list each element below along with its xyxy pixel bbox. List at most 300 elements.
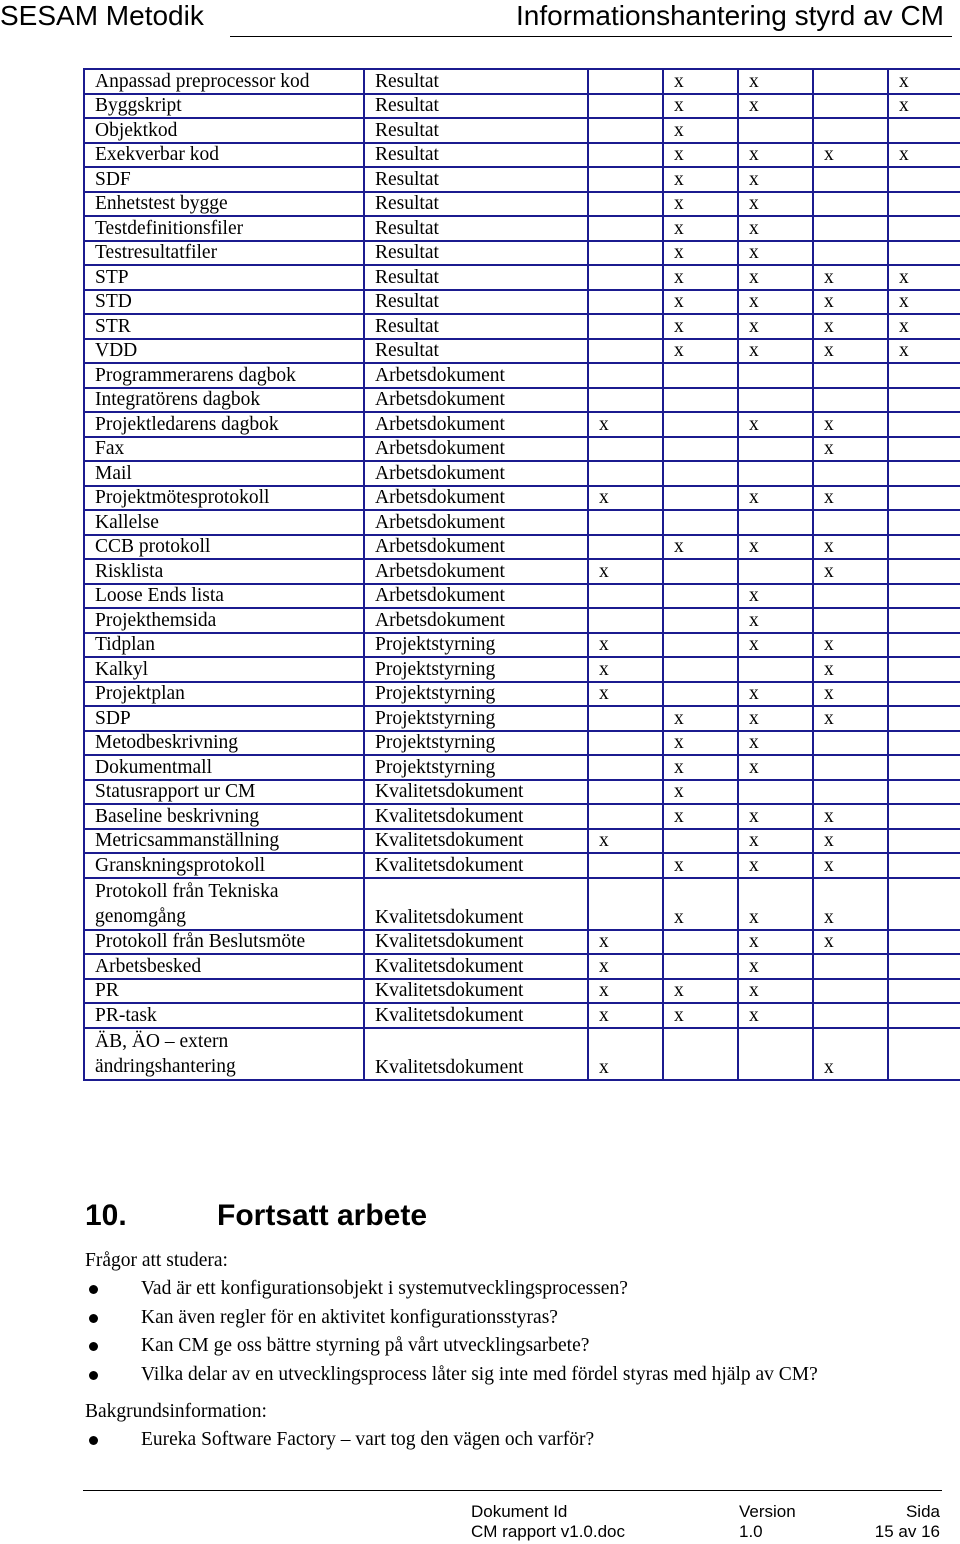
table-cell-mark [813,167,888,192]
table-cell-category: Resultat [364,339,588,364]
table-cell-category: Kvalitetsdokument [364,829,588,854]
table-cell-category: Kvalitetsdokument [364,878,588,930]
table-cell-mark: x [738,954,813,979]
table-cell-mark: x [888,339,960,364]
table-cell-mark [588,339,663,364]
table-cell-category: Projektstyrning [364,682,588,707]
table-cell-item: Kalkyl [84,657,364,682]
table-cell-mark [888,510,960,535]
table-cell-item: Dokumentmall [84,755,364,780]
table-cell-item: Projektmötesprotokoll [84,486,364,511]
table-cell-mark: x [888,94,960,119]
table-cell-category: Resultat [364,192,588,217]
table-cell-mark: x [663,339,738,364]
table-cell-mark [588,363,663,388]
table-cell-mark [588,804,663,829]
table-row [84,388,960,413]
table-cell-mark [588,314,663,339]
table-cell-mark [888,412,960,437]
questions-label: Frågor att studera: [85,1250,228,1271]
table-cell-mark: x [663,731,738,756]
table-cell-mark [888,608,960,633]
header-divider [230,36,952,37]
table-cell-mark [738,780,813,805]
table-cell-item: Integratörens dagbok [84,388,364,413]
background-label: Bakgrundsinformation: [85,1401,267,1422]
table-cell-mark [813,755,888,780]
table-row [84,69,960,94]
table-cell-mark: x [738,192,813,217]
table-cell-item: Testresultatfiler [84,241,364,266]
table-cell-mark [888,706,960,731]
table-cell-mark [888,535,960,560]
table-cell-mark [588,143,663,168]
table-cell-mark [813,979,888,1004]
table-cell-mark: x [663,290,738,315]
table-cell-item: CCB protokoll [84,535,364,560]
table-cell-mark [888,780,960,805]
table-cell-mark [663,608,738,633]
table-cell-item: STD [84,290,364,315]
table-cell-mark [888,118,960,143]
table-cell-mark [888,930,960,955]
table-row [84,878,960,930]
table-cell-mark [588,94,663,119]
table-row [84,780,960,805]
background-list [85,1428,594,1457]
table-cell-mark: x [588,979,663,1004]
table-cell-mark: x [738,731,813,756]
table-row [84,192,960,217]
table-cell-item: Metodbeskrivning [84,731,364,756]
table-cell-item: STP [84,265,364,290]
table-cell-mark: x [663,535,738,560]
table-cell-mark [663,388,738,413]
table-cell-category: Resultat [364,265,588,290]
header-title-right: Informationshantering styrd av CM [516,0,944,31]
table-cell-mark [888,804,960,829]
table-row [84,559,960,584]
table-cell-mark [588,780,663,805]
table-cell-item: Baseline beskrivning [84,804,364,829]
table-cell-mark: x [588,829,663,854]
table-cell-mark [888,954,960,979]
table-cell-mark: x [588,486,663,511]
table-cell-mark: x [888,69,960,94]
table-row [84,755,960,780]
table-cell-mark: x [738,339,813,364]
table-cell-mark: x [738,584,813,609]
table-row [84,412,960,437]
table-cell-mark [588,584,663,609]
table-cell-mark [663,682,738,707]
table-cell-category: Arbetsdokument [364,510,588,535]
table-cell-category: Arbetsdokument [364,388,588,413]
table-cell-mark [813,118,888,143]
table-cell-mark: x [588,954,663,979]
table-cell-mark: x [663,878,738,930]
table-row [84,94,960,119]
table-cell-mark: x [588,559,663,584]
table-cell-item: SDP [84,706,364,731]
table-cell-mark: x [813,930,888,955]
table-cell-item: Programmerarens dagbok [84,363,364,388]
table-cell-mark: x [813,412,888,437]
table-cell-category: Kvalitetsdokument [364,1028,588,1080]
footer-page-label: Sida [905,1502,940,1521]
list-item [85,1428,594,1457]
table-cell-mark: x [663,118,738,143]
table-row [84,1028,960,1080]
table-cell-mark [888,167,960,192]
table-cell-mark: x [738,979,813,1004]
table-cell-category: Kvalitetsdokument [364,954,588,979]
table-cell-mark [813,363,888,388]
document-table [83,68,960,1081]
table-row [84,216,960,241]
table-row [84,314,960,339]
table-row [84,633,960,658]
table-cell-category: Arbetsdokument [364,608,588,633]
table-cell-item: Fax [84,437,364,462]
table-cell-mark [663,657,738,682]
questions-list [85,1277,818,1391]
table-cell-mark: x [663,706,738,731]
table-cell-mark [813,94,888,119]
table-cell-mark [588,388,663,413]
table-cell-mark: x [663,265,738,290]
table-cell-mark [738,559,813,584]
table-row [84,657,960,682]
table-cell-category: Arbetsdokument [364,559,588,584]
list-item-text: Kan CM ge oss bättre styrning på vårt utvecklingsarbete? [141,1335,590,1356]
table-cell-mark [588,755,663,780]
table-cell-category: Projektstyrning [364,657,588,682]
table-row [84,584,960,609]
table-cell-item: Risklista [84,559,364,584]
table-row [84,829,960,854]
table-cell-mark [813,241,888,266]
table-row [84,510,960,535]
table-cell-mark: x [738,930,813,955]
table-cell-mark [588,510,663,535]
table-cell-item: Granskningsprotokoll [84,853,364,878]
table-cell-mark [663,1028,738,1080]
table-cell-category: Resultat [364,143,588,168]
table-cell-mark: x [813,853,888,878]
table-cell-mark: x [738,755,813,780]
table-cell-item: PR-task [84,1003,364,1028]
table-cell-mark [738,363,813,388]
table-cell-mark [738,437,813,462]
table-cell-mark [663,486,738,511]
table-cell-mark: x [813,633,888,658]
table-cell-mark [888,437,960,462]
table-cell-mark: x [888,290,960,315]
table-cell-mark [888,559,960,584]
table-cell-item: ÄB, ÄO – extern ändringshantering [84,1028,364,1080]
section-heading [85,1198,427,1234]
footer-divider [83,1490,942,1491]
list-item [85,1363,818,1392]
table-cell-mark: x [588,412,663,437]
table-row [84,118,960,143]
table-row [84,706,960,731]
table-cell-mark: x [738,853,813,878]
table-cell-mark: x [813,535,888,560]
table-cell-mark: x [738,241,813,266]
table-row [84,804,960,829]
table-cell-mark: x [663,314,738,339]
table-cell-category: Arbetsdokument [364,535,588,560]
table-cell-item: Mail [84,461,364,486]
table-row [84,265,960,290]
bullet-icon [89,1436,98,1445]
table-cell-mark: x [663,216,738,241]
table-cell-mark [588,461,663,486]
list-item-text: Eureka Software Factory – vart tog den vägen och varför? [141,1429,595,1450]
table-row [84,461,960,486]
table-cell-mark [738,1028,813,1080]
footer-version-value: 1.0 [739,1522,763,1541]
table-cell-category: Arbetsdokument [364,461,588,486]
table-cell-mark: x [813,829,888,854]
table-cell-mark [813,1003,888,1028]
footer-doc-value: CM rapport v1.0.doc [471,1522,626,1541]
table-cell-item: Objektkod [84,118,364,143]
table-cell-item: Statusrapport ur CM [84,780,364,805]
table-cell-mark [888,192,960,217]
table-row [84,167,960,192]
table-row [84,979,960,1004]
table-cell-item: Arbetsbesked [84,954,364,979]
table-cell-mark: x [663,1003,738,1028]
footer-page-value: 15 av 16 [874,1522,940,1541]
table-row [84,682,960,707]
table-cell-mark [888,461,960,486]
table-cell-mark [588,535,663,560]
table-cell-mark: x [588,682,663,707]
list-item [85,1334,818,1363]
table-cell-category: Arbetsdokument [364,412,588,437]
table-cell-mark: x [738,633,813,658]
table-cell-mark [813,216,888,241]
table-cell-category: Projektstyrning [364,755,588,780]
table-cell-item: Byggskript [84,94,364,119]
table-row [84,241,960,266]
table-cell-mark [813,69,888,94]
table-cell-mark: x [813,265,888,290]
footer-version-label: Version [739,1502,796,1521]
list-item-text: Kan även regler för en aktivitet konfigurationsstyras? [141,1306,558,1328]
table-cell-mark [813,731,888,756]
table-cell-mark [813,510,888,535]
table-cell-mark [813,388,888,413]
table-cell-mark [813,584,888,609]
table-row [84,853,960,878]
table-cell-mark [588,241,663,266]
table-cell-mark [663,510,738,535]
table-row [84,930,960,955]
table-cell-mark [888,755,960,780]
table-cell-mark [738,461,813,486]
table-cell-mark [888,388,960,413]
table-row [84,339,960,364]
table-cell-mark: x [738,314,813,339]
table-cell-mark: x [813,878,888,930]
table-cell-category: Arbetsdokument [364,486,588,511]
table-cell-mark: x [738,1003,813,1028]
table-cell-mark: x [588,1028,663,1080]
table-cell-mark: x [738,265,813,290]
table-cell-mark [588,853,663,878]
table-cell-mark: x [813,706,888,731]
table-cell-item: Protokoll från Beslutsmöte [84,930,364,955]
list-item-text: Vad är ett konfigurationsobjekt i systemutvecklingsprocessen? [141,1278,628,1299]
table-cell-mark [588,437,663,462]
table-cell-mark: x [738,682,813,707]
table-cell-category: Kvalitetsdokument [364,780,588,805]
table-cell-mark [588,265,663,290]
table-cell-mark: x [663,804,738,829]
table-row [84,290,960,315]
table-cell-item: Loose Ends lista [84,584,364,609]
table-cell-mark [588,290,663,315]
table-cell-item: Exekverbar kod [84,143,364,168]
table-cell-mark: x [813,314,888,339]
table-cell-mark [663,363,738,388]
table-cell-mark [588,118,663,143]
table-cell-category: Resultat [364,314,588,339]
table-cell-category: Projektstyrning [364,633,588,658]
table-cell-category: Resultat [364,290,588,315]
table-cell-mark [738,388,813,413]
table-row [84,731,960,756]
table-cell-category: Arbetsdokument [364,437,588,462]
table-cell-mark: x [738,608,813,633]
table-cell-mark [888,682,960,707]
table-cell-mark: x [813,143,888,168]
table-cell-mark: x [738,94,813,119]
table-cell-category: Projektstyrning [364,706,588,731]
table-cell-mark: x [663,69,738,94]
table-cell-category: Arbetsdokument [364,363,588,388]
table-cell-mark [663,829,738,854]
table-cell-mark: x [738,804,813,829]
table-cell-mark [738,118,813,143]
table-cell-mark: x [588,930,663,955]
table-cell-mark [888,657,960,682]
table-cell-mark: x [738,143,813,168]
table-cell-category: Resultat [364,69,588,94]
table-cell-mark: x [663,167,738,192]
table-cell-item: Metricsammanställning [84,829,364,854]
table-cell-category: Kvalitetsdokument [364,804,588,829]
table-cell-mark: x [663,780,738,805]
table-cell-mark: x [588,633,663,658]
table-cell-mark: x [813,682,888,707]
table-cell-mark: x [663,143,738,168]
table-cell-mark [813,780,888,805]
table-cell-mark: x [663,192,738,217]
table-cell-mark [663,954,738,979]
table-cell-item: Projektplan [84,682,364,707]
table-row [84,363,960,388]
table-cell-item: PR [84,979,364,1004]
table-cell-mark [738,510,813,535]
table-cell-mark [813,608,888,633]
table-cell-mark [588,167,663,192]
table-cell-mark [888,241,960,266]
table-cell-mark: x [663,755,738,780]
table-cell-category: Kvalitetsdokument [364,1003,588,1028]
table-cell-category: Kvalitetsdokument [364,930,588,955]
section-title: Fortsatt arbete [217,1199,428,1232]
table-cell-mark: x [888,265,960,290]
table-cell-mark: x [813,290,888,315]
table-cell-mark: x [738,290,813,315]
table-cell-mark [888,731,960,756]
bullet-icon [89,1342,98,1351]
table-cell-mark [663,412,738,437]
table-cell-mark: x [813,559,888,584]
table-cell-category: Resultat [364,94,588,119]
table-cell-mark: x [663,241,738,266]
table-cell-mark: x [738,878,813,930]
table-cell-mark [888,1028,960,1080]
table-cell-category: Resultat [364,167,588,192]
table-row [84,437,960,462]
table-cell-mark [888,633,960,658]
table-cell-mark: x [738,829,813,854]
table-cell-mark [888,486,960,511]
table-cell-mark: x [813,657,888,682]
table-cell-mark [738,657,813,682]
table-cell-mark [888,979,960,1004]
table-cell-mark: x [813,804,888,829]
table-cell-mark: x [588,657,663,682]
table-cell-category: Resultat [364,118,588,143]
table-cell-mark [588,706,663,731]
bullet-icon [89,1371,98,1380]
table-row [84,535,960,560]
table-cell-mark: x [888,143,960,168]
table-row [84,954,960,979]
table-cell-mark [813,461,888,486]
table-cell-item: VDD [84,339,364,364]
list-item-text: Vilka delar av en utvecklingsprocess låter sig inte med fördel styras med hjälp av CM? [141,1363,818,1385]
table-cell-mark: x [738,69,813,94]
table-body [84,69,960,1080]
table-cell-mark [588,608,663,633]
table-cell-item: Testdefinitionsfiler [84,216,364,241]
table-cell-mark: x [738,486,813,511]
header-title-left: SESAM Metodik [0,0,204,31]
section-number: 10. [85,1199,127,1232]
table-cell-mark [588,69,663,94]
table-cell-mark [813,954,888,979]
table-cell-item: SDF [84,167,364,192]
table-cell-mark [888,1003,960,1028]
table-cell-mark [588,192,663,217]
table-cell-mark: x [588,1003,663,1028]
table-cell-mark [813,192,888,217]
table-cell-category: Projektstyrning [364,731,588,756]
table-cell-item: Kallelse [84,510,364,535]
table-cell-category: Kvalitetsdokument [364,979,588,1004]
table-row [84,486,960,511]
table-cell-mark [888,853,960,878]
